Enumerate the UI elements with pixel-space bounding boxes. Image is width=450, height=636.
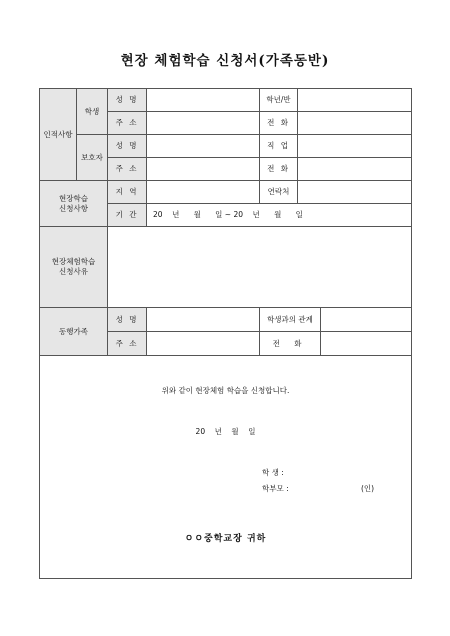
guardian-address-field[interactable] bbox=[147, 158, 260, 181]
guardian-address-label: 주 소 bbox=[108, 158, 147, 181]
guardian-phone-field[interactable] bbox=[298, 158, 412, 181]
grade-class-label: 학년/반 bbox=[260, 89, 298, 112]
family-phone-label: 전 화 bbox=[260, 332, 321, 356]
student-signature[interactable]: 학 생 : bbox=[262, 468, 284, 477]
parent-signature[interactable]: 학부모 : bbox=[262, 484, 289, 493]
guardian-job-label: 직 업 bbox=[260, 135, 298, 158]
student-phone-label: 전 화 bbox=[260, 112, 298, 135]
contact-label: 연락처 bbox=[260, 181, 298, 204]
addressee: ㅇㅇ중학교장 귀하 bbox=[184, 534, 267, 544]
personal-info-label: 인적사항 bbox=[40, 89, 77, 181]
reason-label-line2: 신청사유 bbox=[59, 267, 88, 276]
relation-label: 학생과의 관계 bbox=[260, 308, 321, 332]
family-phone-field[interactable] bbox=[321, 332, 412, 356]
application-section-label-line1: 현장학습 bbox=[59, 193, 88, 203]
guardian-job-field[interactable] bbox=[298, 135, 412, 158]
period-label: 기 간 bbox=[108, 204, 147, 227]
signature-area bbox=[40, 356, 412, 579]
family-address-label: 주 소 bbox=[108, 332, 147, 356]
student-label: 학생 bbox=[77, 89, 108, 135]
application-form-table bbox=[39, 88, 412, 579]
application-date[interactable]: 20 년 월 일 bbox=[195, 427, 256, 436]
guardian-label: 보호자 bbox=[77, 135, 108, 181]
student-name-label: 성 명 bbox=[108, 89, 147, 112]
seal-mark: (인) bbox=[361, 484, 375, 493]
family-address-field[interactable] bbox=[147, 332, 260, 356]
form-title: 현장 체험학습 신청서(가족동반) bbox=[120, 53, 330, 69]
reason-label bbox=[40, 227, 108, 308]
guardian-name-label: 성 명 bbox=[108, 135, 147, 158]
application-statement: 위와 같이 현장체험 학습을 신청합니다. bbox=[161, 386, 290, 395]
application-section-label-line2: 신청사항 bbox=[59, 203, 88, 213]
guardian-name-field[interactable] bbox=[147, 135, 260, 158]
student-name-field[interactable] bbox=[147, 89, 260, 112]
guardian-phone-label: 전 화 bbox=[260, 158, 298, 181]
reason-field[interactable] bbox=[108, 227, 412, 308]
contact-field[interactable] bbox=[298, 181, 412, 204]
student-phone-field[interactable] bbox=[298, 112, 412, 135]
family-name-field[interactable] bbox=[147, 308, 260, 332]
period-field[interactable]: 20 년 월 일 ~ 20 년 월 일 bbox=[147, 204, 412, 227]
grade-class-field[interactable] bbox=[298, 89, 412, 112]
family-section-label: 동행가족 bbox=[40, 308, 108, 356]
family-name-label: 성 명 bbox=[108, 308, 147, 332]
student-address-label: 주 소 bbox=[108, 112, 147, 135]
student-address-field[interactable] bbox=[147, 112, 260, 135]
application-section-label bbox=[40, 181, 108, 227]
reason-label-line1: 현장체험학습 bbox=[51, 257, 96, 267]
region-label: 지 역 bbox=[108, 181, 147, 204]
relation-field[interactable] bbox=[321, 308, 412, 332]
region-field[interactable] bbox=[147, 181, 260, 204]
